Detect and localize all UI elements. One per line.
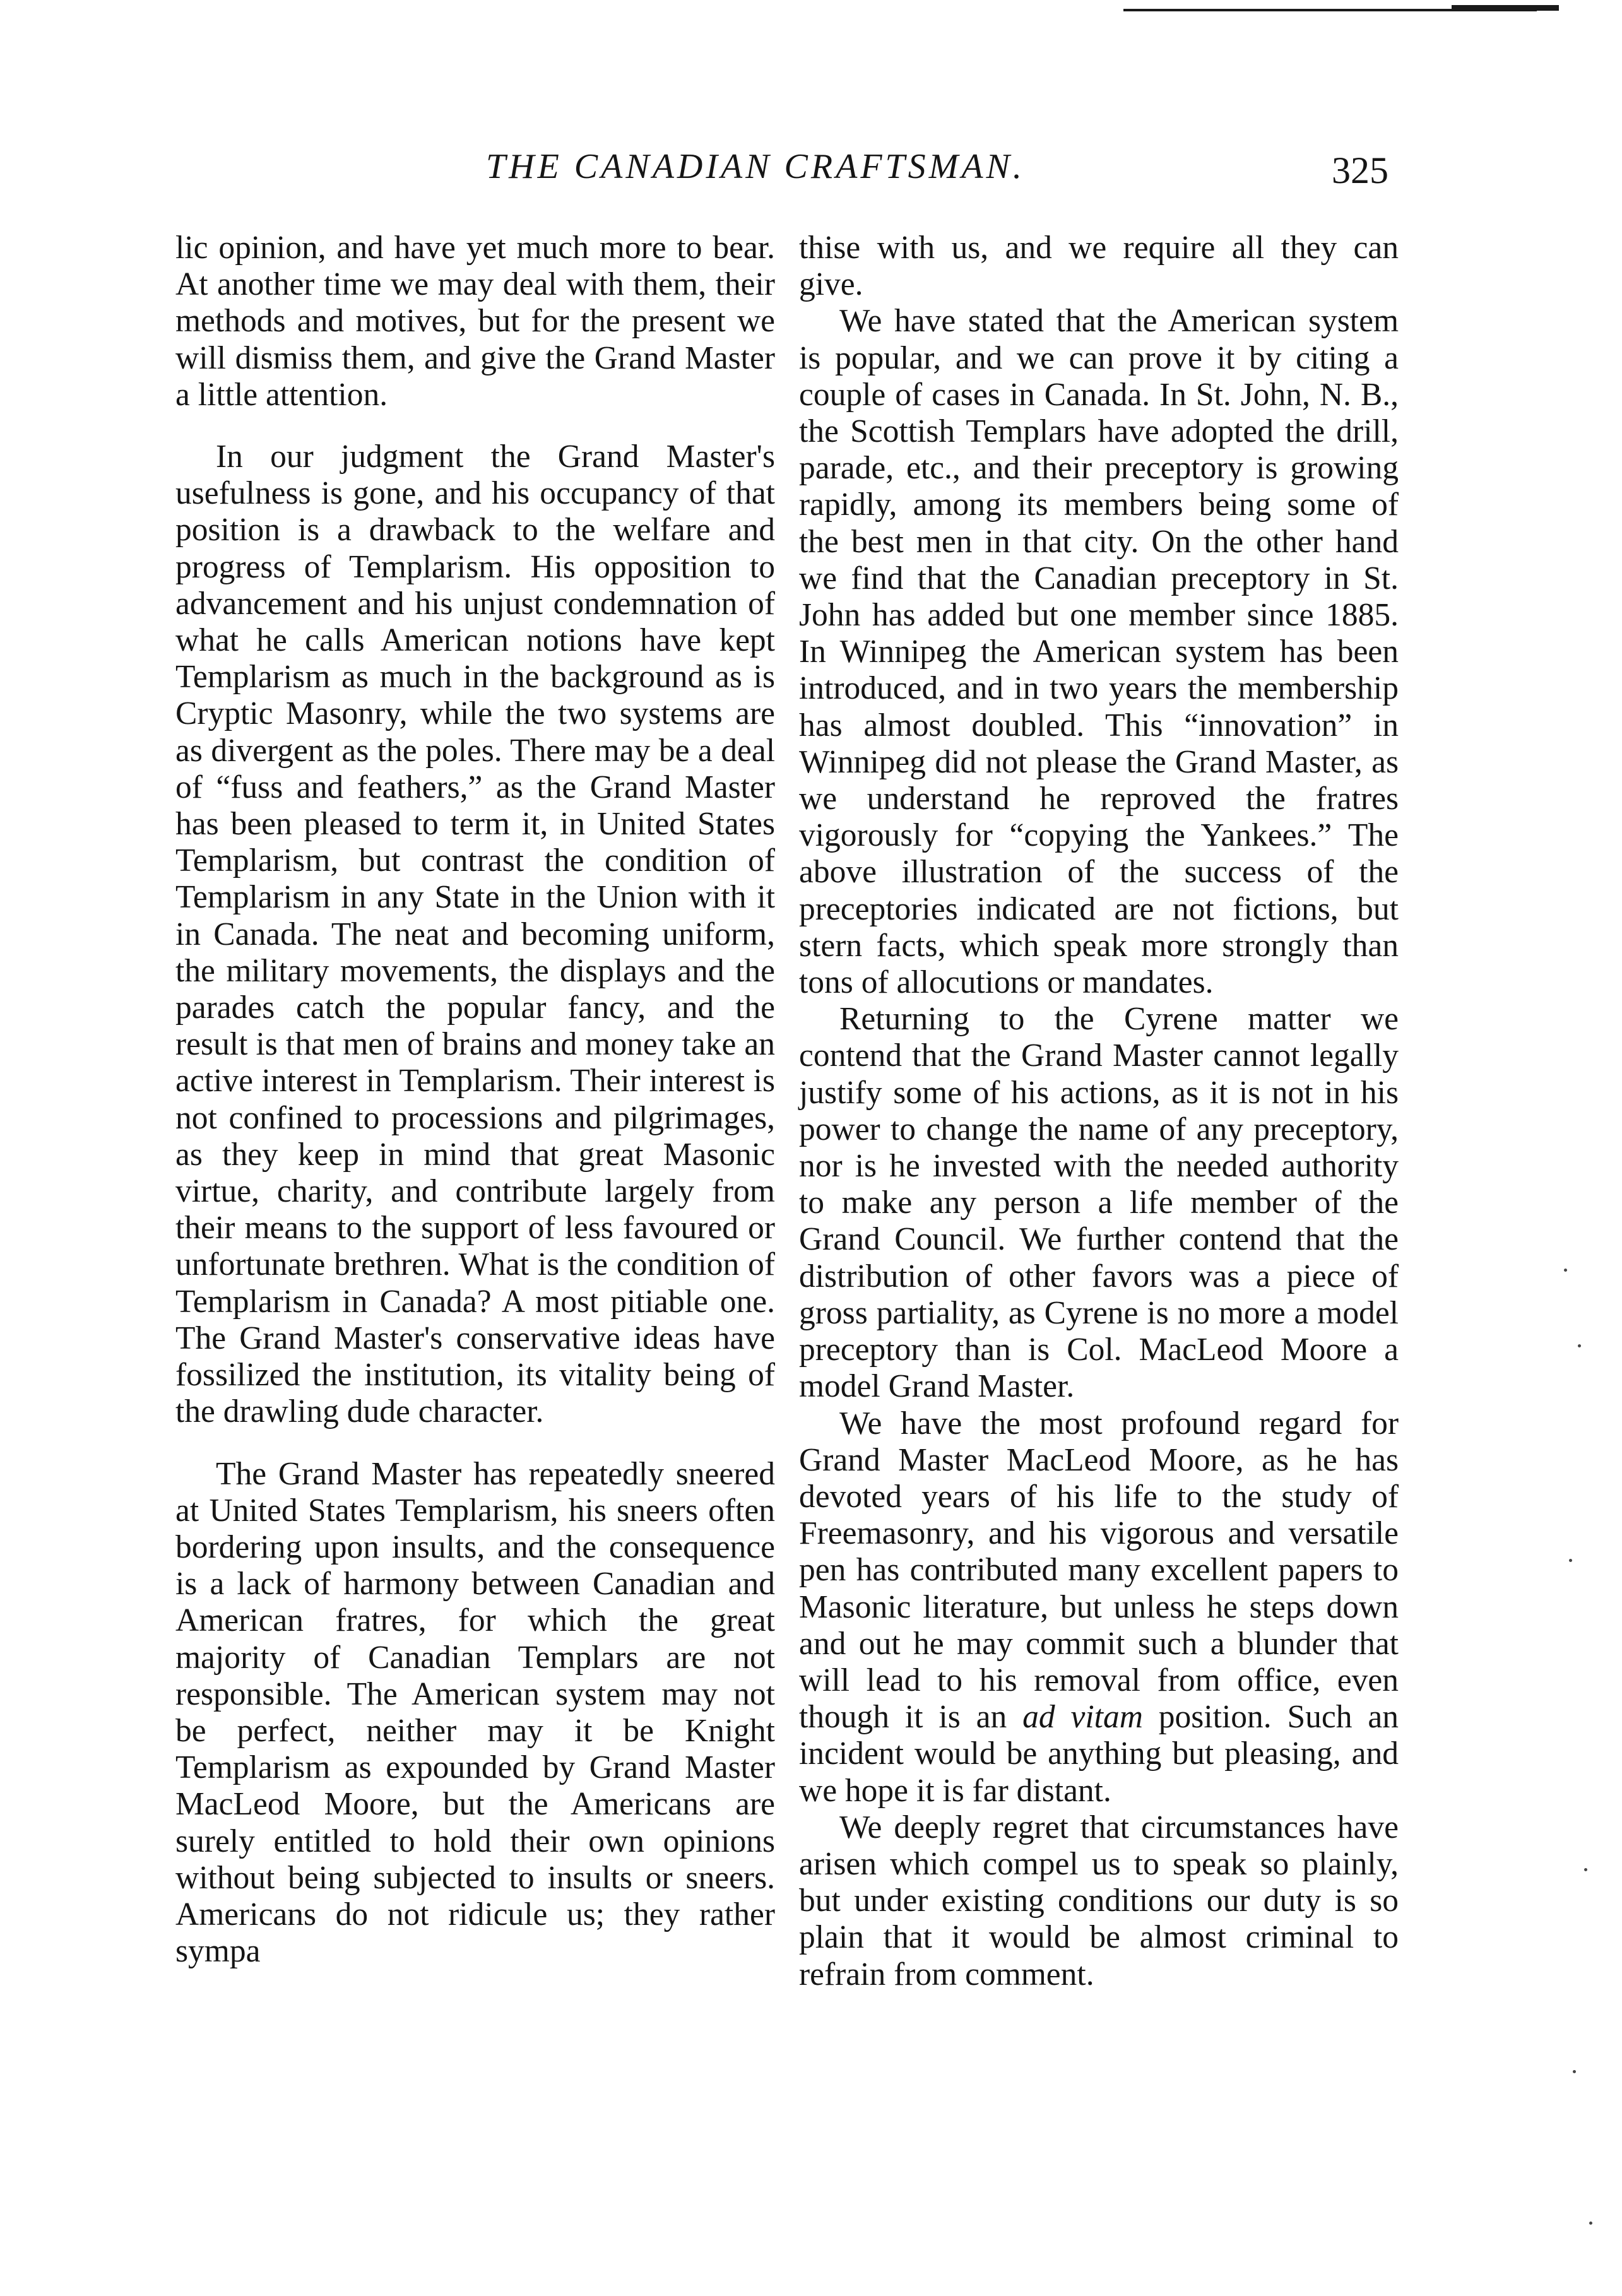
right-paragraph-4 xyxy=(799,1405,1399,1809)
left-paragraph-1: lic opinion, and have yet much more to bear. At another time we may deal with them, their methods and motives, but for the present we will dismiss them, and give the Grand Master a little attention. xyxy=(175,230,775,413)
scan-speck xyxy=(1564,1269,1567,1272)
left-paragraph-2: In our judgment the Grand Master's usefulness is gone, and his occupancy of that position is a drawback to the welfare and progress of Templarism. His opposition to advancement and his unjust condemnation of what he calls American notions have kept Templarism as much in the background as is Cryptic Masonry, while the two systems are as divergent as the poles. There may be a deal of “fuss and feathers,” as the Grand Master has been pleased to term it, in United States Templarism, but contrast the condition of Templarism in any State in the Union with it in Canada. The neat and becoming uniform, the military movements, the displays and the parades catch the popular fancy, and the result is that men of brains and money take an active interest in Templarism. Their interest is not confined to processions and pilgrimages, as they keep in mind that great Masonic virtue, charity, and contribute largely from their means to the support of less favoured or unfortunate brethren. What is the condition of Templarism in Canada? A most pitiable one. The Grand Master's conservative ideas have fossilized the institution, its vitality being of the drawling dude character. xyxy=(175,439,775,1430)
right-paragraph-3: Returning to the Cyrene matter we contend that the Grand Master cannot legally justify some of his actions, as it is not in his power to change the name of any preceptory, nor is he invested with the needed authority to make any person a life member of the Grand Council. We further contend that the distribution of other favors was a piece of gross partiality, as Cyrene is no more a model preceptory than is Col. MacLeod Moore a model Grand Master. xyxy=(799,1001,1399,1405)
left-paragraph-3: The Grand Master has repeatedly sneered at United States Templarism, his sneers often bordering upon insults, and the consequence is a lack of harmony between Canadian and American fratres, for which the great majority of Canadian Templars are not responsible. The American system may not be perfect, neither may it be Knight Templarism as expounded by Grand Master MacLeod Moore, but the Americans are surely entitled to hold their own opinions without being subjected to insults or sneers. Americans do not ridicule us; they rather sympa xyxy=(175,1455,775,1970)
right-column xyxy=(799,230,1399,1993)
scan-speck xyxy=(1569,1559,1572,1562)
right-paragraph-1: thise with us, and we require all they can give. xyxy=(799,230,1399,303)
top-rule-accent xyxy=(1452,5,1559,11)
right-paragraph-4-text-b: position. Such an incident would be anything but pleasing, and we hope it is far distant. xyxy=(799,1699,1399,1809)
scan-speck xyxy=(1589,2222,1592,2225)
scan-speck xyxy=(1578,1344,1581,1347)
running-title: THE CANADIAN CRAFTSMAN. xyxy=(486,147,1025,186)
right-paragraph-5: We deeply regret that circumstances have arisen which compel us to speak so plainly, but under existing conditions our duty is so plain that it would be almost criminal to refrain from comment. xyxy=(799,1809,1399,1992)
page-number: 325 xyxy=(1332,150,1388,191)
scan-speck xyxy=(1584,1868,1587,1871)
left-column xyxy=(175,230,775,1970)
ad-vitam-phrase: ad vitam xyxy=(1022,1699,1143,1736)
right-paragraph-4-text-a: We have the most profound regard for Grand Master MacLeod Moore, as he has devoted years of his life to the study of Freemasonry, and his vigorous and versatile pen has contributed many excellent papers to Masonic literature, but unless he steps down and out he may commit such a blunder that will lead to his removal from office, even though it is an xyxy=(799,1405,1399,1736)
scan-speck xyxy=(1573,2070,1576,2073)
right-paragraph-2: We have stated that the American system is popular, and we can prove it by citing a couple of cases in Canada. In St. John, N. B., the Scottish Templars have adopted the drill, parade, etc., and their preceptory is growing rapidly, among its members being some of the best men in that city. On the other hand we find that the Canadian preceptory in St. John has added but one member since 1885. In Winnipeg the American system has been introduced, and in two years the membership has almost doubled. This “innovation” in Winnipeg did not please the Grand Master, as we understand he reproved the fratres vigorously for “copying the Yankees.” The above illustration of the success of the preceptories indicated are not fictions, but stern facts, which speak more strongly than tons of allocutions or mandates. xyxy=(799,303,1399,1001)
